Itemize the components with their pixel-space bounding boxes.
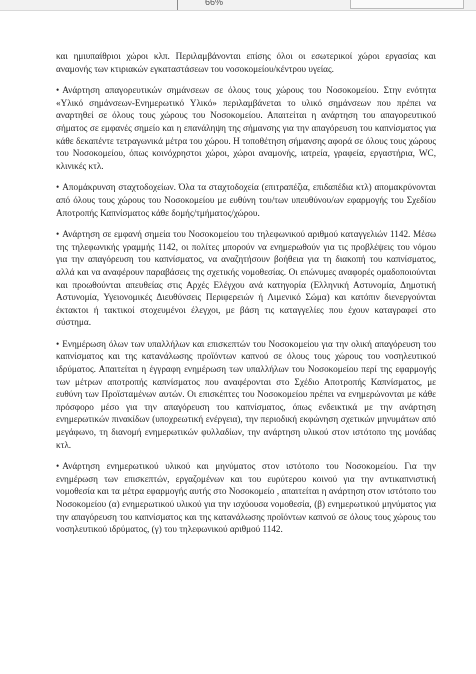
bullet-marker: • bbox=[56, 229, 60, 240]
paragraph-text: Ανάρτηση ενημερωτικού υλικού και μηνύματος στον ιστότοπο του Νοσοκομείου. Για την ενημέρωση των επισκεπτών, εργαζομένων και του ευρύτερου κοινού για την αντικαπνιστική νομοθεσία και τα μέτρα εφαρμογής αυτής στο Νοσοκομείο , απαιτείται η ανάρτηση στον ιστότοπο του Νοσοκομείου (α) ενημερωτικού υλικού για την ισχύουσα νομοθεσία, (β) ενημερωτικού μηνύματος για την απαγόρευση του καπνίσματος και της κατανάλωσης προϊόντων καπνού σε όλους τους χώρους του νοσηλευτικού ιδρύματος, (γ) του τηλεφωνικού αριθμού 1142. bbox=[56, 461, 436, 535]
paragraph-text: Ανάρτηση σε εμφανή σημεία του Νοσοκομείου του τηλεφωνικού αριθμού καταγγελιών 1142. Μέσω της τηλεφωνικής γραμμής 1142, οι πολίτες μπορούν να ενημερωθούν για τις προβλέψεις του νόμου για την απαγόρευση του καπνίσματος, να αναζητήσουν βοήθεια για τη διακοπή του καπνίσματος, αλλά και να αναφέρουν παραβάσεις της σχετικής νομοθεσίας. Οι επώνυμες αναφορές ομαδοποιούνται και προωθούνται απευθείας στις Αρχές Ελέγχου ανά κατηγορία (Ελληνική Αστυνομία, Δημοτική Αστυνομία, Υγειονομικές Διευθύνσεις Περιφερειών ή Λιμενικό Σώμα) και κατόπιν διενεργούνται έκτακτοι ή τακτικοί στοχευμένοι έλεγχοι, με βάση τις καταγγελίες που έχουν καταγραφεί στο σύστημα. bbox=[56, 229, 436, 328]
paragraph-text: Ανάρτηση απαγορευτικών σημάνσεων σε όλους τους χώρους του Νοσοκομείου. Στην ενότητα «Υλικό σημάνσεων-Ενημερωτικό Υλικό» περιλαμβάνεται το υλικό σημάνσεων που πρέπει να αναρτηθεί σε όλους τους χώρους του Νοσοκομείου. Απαιτείται η ανάρτηση του απαγορευτικού σήματος σε εμφανές σημείο και η επανάληψη της σήμανσης για την απαγόρευση του καπνίσματος για κάθε δεκαπέντε τετραγωνικά μέτρα του χώρου. Η τοποθέτηση σήμανσης αφορά σε όλους τους χώρους του Νοσοκομείου, όπως κοινόχρηστοι χώροι, χώροι αναμονής, ιατρεία, γραφεία, εργαστήρια, WC, κλινικές κτλ. bbox=[56, 85, 436, 171]
paragraph-continuation bbox=[56, 50, 436, 75]
paragraph-hotline bbox=[56, 228, 436, 329]
paragraph-text: Ενημέρωση όλων των υπαλλήλων και επισκεπτών του Νοσοκομείου για την ολική απαγόρευση του καπνίσματος και της κατανάλωσης προϊόντων καπνού σε όλους τους χώρους του νοσηλευτικού ιδρύματος. Απαιτείται η έγγραφη ενημέρωση των υπαλλήλων του Νοσοκομείου περί της εφαρμογής των μέτρων αποτροπής καπνίσματος που αναφέρονται στο Σχέδιο Αποτροπής Καπνίσματος, με ευθύνη των Προϊσταμένων αυτών. Οι επισκέπτες του Νοσοκομείου πρέπει να ενημερώνονται με κάθε πρόσφορο μέσο για την απαγόρευση του καπνίσματος, όπως ενδεικτικά με την ανάρτηση ενημερωτικών πινακίδων (υποχρεωτική ενέργεια), την περιοδική εκφώνηση σχετικών μηνυμάτων από μεγάφωνο, τη διανομή ενημερωτικών φυλλαδίων, την ανάρτηση υλικού στον ιστότοπο της μονάδας κτλ. bbox=[56, 338, 436, 450]
zoom-level[interactable]: 66% bbox=[205, 0, 224, 7]
paragraph-signage bbox=[56, 84, 436, 172]
document-page bbox=[56, 50, 436, 545]
bullet-marker: • bbox=[56, 182, 60, 193]
bullet-marker: • bbox=[56, 85, 60, 96]
bullet-marker: • bbox=[56, 461, 60, 472]
viewer-toolbar bbox=[0, 0, 476, 11]
paragraph-text: και ημιυπαίθριοι χώροι κλπ. Περιλαμβάνονται επίσης όλοι οι εσωτερικοί χώροι εργασίας και αναμονής των κτιριακών εγκαταστάσεων του νοσοκομείου/κέντρου υγείας. bbox=[56, 51, 436, 74]
page-number-field[interactable] bbox=[350, 0, 464, 9]
paragraph-website bbox=[56, 460, 436, 536]
toolbar-separator bbox=[177, 0, 178, 10]
paragraph-text: Απομάκρυνση σταχτοδοχείων. Όλα τα σταχτοδοχεία (επιτραπέζια, επιδαπέδια κτλ) απομακρύνονται από όλους τους χώρους του Νοσοκομείου με ευθύνη του/των υπευθύνου/ων εφαρμογής του Σχεδίου Αποτροπής Καπνίσματος κάθε δομής/τμήματος/χώρου. bbox=[56, 182, 436, 218]
paragraph-staff-information bbox=[56, 338, 436, 451]
paragraph-ashtrays bbox=[56, 181, 436, 219]
bullet-marker: • bbox=[56, 338, 60, 349]
